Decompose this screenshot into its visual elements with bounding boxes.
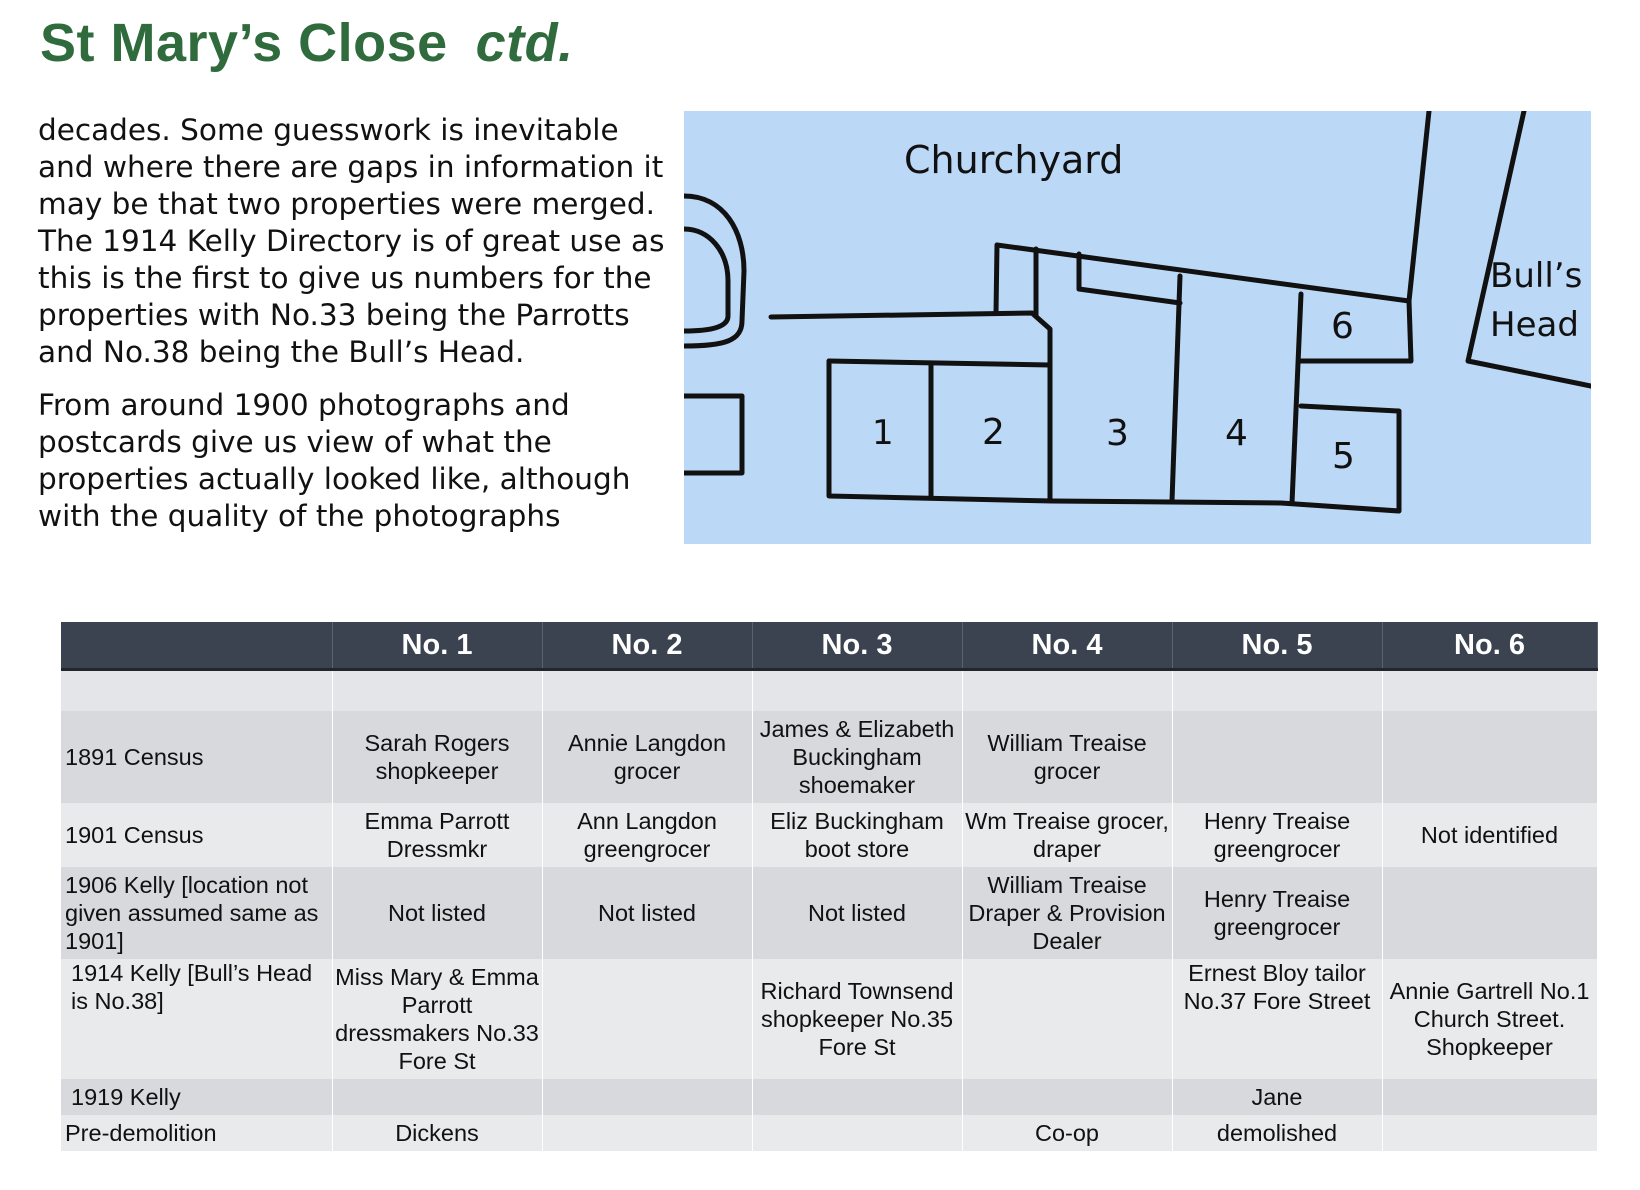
- road-outline: [684, 196, 744, 346]
- road-outline: [684, 396, 742, 473]
- boundary-line: [996, 245, 997, 313]
- boundary-line: [1409, 111, 1429, 301]
- table-cell: Wm Treaise grocer, draper: [962, 803, 1172, 867]
- site-map: [684, 111, 1591, 544]
- table-cell: William Treaise grocer: [962, 711, 1172, 803]
- row-label: 1901 Census: [61, 803, 332, 867]
- column-header: No. 1: [332, 622, 542, 670]
- column-header: No. 6: [1382, 622, 1597, 670]
- row-label: 1914 Kelly [Bull’s Head is No.38]: [61, 959, 332, 1079]
- table-cell: Not identified: [1382, 803, 1597, 867]
- table-cell: Richard Townsend shopkeeper No.35 Fore St: [752, 959, 962, 1079]
- table-cell: [542, 1115, 752, 1151]
- column-header: No. 4: [962, 622, 1172, 670]
- property-table: [61, 622, 1598, 1151]
- row-label: 1906 Kelly [location not given assumed same as 1901]: [61, 867, 332, 959]
- column-header: No. 5: [1172, 622, 1382, 670]
- table-cell: [61, 670, 332, 712]
- table-cell: Eliz Buckingham boot store: [752, 803, 962, 867]
- row-label: 1919 Kelly: [61, 1079, 332, 1115]
- table-cell: [332, 1079, 542, 1115]
- table-cell: Henry Treaise greengrocer: [1172, 867, 1382, 959]
- table-cell: [542, 1079, 752, 1115]
- title-main: St Mary’s Close: [40, 13, 448, 73]
- table-cell: Annie Gartrell No.1 Church Street. Shopkeeper: [1382, 959, 1597, 1079]
- table-header-row: [61, 622, 1597, 670]
- table-cell: [1382, 1115, 1597, 1151]
- table-cell: Dickens: [332, 1115, 542, 1151]
- table-cell: Henry Treaise greengrocer: [1172, 803, 1382, 867]
- page-title: [40, 12, 574, 74]
- table-cell: [1382, 1079, 1597, 1115]
- table-cell: Annie Langdon grocer: [542, 711, 752, 803]
- table-row: [61, 1079, 1597, 1115]
- row-label: 1891 Census: [61, 711, 332, 803]
- table-cell: [752, 1115, 962, 1151]
- site-map-drawing: [684, 111, 1591, 544]
- table-cell: Ann Langdon greengrocer: [542, 803, 752, 867]
- body-text: [38, 112, 678, 551]
- table-row: [61, 803, 1597, 867]
- table-cell: Not listed: [332, 867, 542, 959]
- column-header: No. 3: [752, 622, 962, 670]
- boundary-line: [1172, 276, 1180, 501]
- table-cell: Sarah Rogers shopkeeper: [332, 711, 542, 803]
- column-header: [61, 622, 332, 670]
- bulls-head-label-line1: Bull’s: [1490, 256, 1583, 296]
- table-cell: [542, 959, 752, 1079]
- road-outline: [684, 229, 728, 331]
- plot-number: 6: [1331, 306, 1354, 347]
- table-cell: [332, 670, 542, 712]
- plot-number: 2: [982, 412, 1005, 453]
- paragraph: From around 1900 photographs and postcards give us view of what the properties actually looked like, although with the quality of the photographs: [38, 388, 631, 533]
- column-header: No. 2: [542, 622, 752, 670]
- title-suffix: ctd.: [475, 13, 574, 73]
- boundary-line: [1292, 294, 1301, 503]
- table-row: [61, 1115, 1597, 1151]
- bulls-head-label-line2: Head: [1490, 305, 1579, 345]
- table-cell: Miss Mary & Emma Parrott dressmakers No.33 Fore St: [332, 959, 542, 1079]
- table-cell: [752, 670, 962, 712]
- property-table-wrapper: [61, 622, 1597, 1151]
- table-cell: Ernest Bloy tailor No.37 Fore Street: [1172, 959, 1382, 1079]
- plot-number: 3: [1106, 413, 1129, 454]
- table-cell: [962, 670, 1172, 712]
- table-row: [61, 959, 1597, 1079]
- plot-number: 1: [872, 413, 894, 453]
- table-cell: William Treaise Draper & Provision Dealer: [962, 867, 1172, 959]
- table-cell: [962, 959, 1172, 1079]
- table-cell: [542, 670, 752, 712]
- table-cell: Jane: [1172, 1079, 1382, 1115]
- table-cell: Not listed: [542, 867, 752, 959]
- plot-number: 4: [1225, 413, 1248, 454]
- table-cell: Not listed: [752, 867, 962, 959]
- table-cell: Co-op: [962, 1115, 1172, 1151]
- table-cell: [1382, 670, 1597, 712]
- table-cell: [1172, 711, 1382, 803]
- boundary-line: [829, 361, 1050, 365]
- table-row: [61, 711, 1597, 803]
- table-spacer-row: [61, 670, 1597, 712]
- plot-number: 5: [1332, 436, 1355, 477]
- table-cell: [1382, 711, 1597, 803]
- table-cell: [752, 1079, 962, 1115]
- table-cell: Emma Parrott Dressmkr: [332, 803, 542, 867]
- table-cell: demolished: [1172, 1115, 1382, 1151]
- table-row: [61, 867, 1597, 959]
- paragraph: decades. Some guesswork is inevitable and where there are gaps in information it may be that two properties were merged. The 1914 Kelly Directory is of great use as this is the first to give us numbers for the properties with No.33 being the Parrotts and No.38 being the Bull’s Head.: [38, 113, 665, 369]
- table-cell: [1382, 867, 1597, 959]
- table-cell: James & Elizabeth Buckingham shoemaker: [752, 711, 962, 803]
- table-cell: [962, 1079, 1172, 1115]
- table-cell: [1172, 670, 1382, 712]
- row-label: Pre-demolition: [61, 1115, 332, 1151]
- churchyard-label: Churchyard: [904, 138, 1124, 182]
